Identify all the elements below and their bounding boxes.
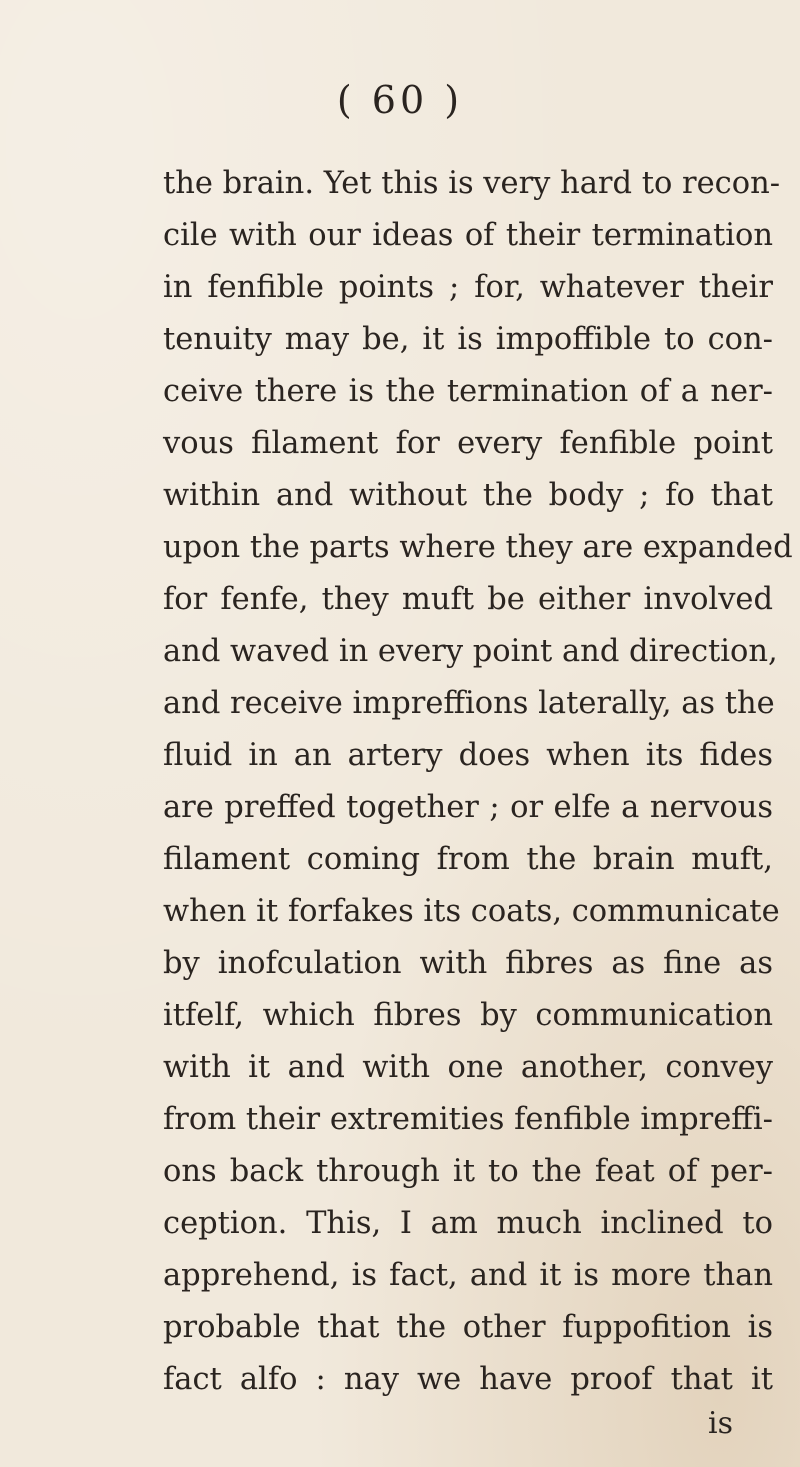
text-line: with it and with one another, convey (163, 1050, 773, 1085)
text-line: tenuity may be, it is impoffible to con- (163, 322, 773, 357)
text-line: the brain. Yet this is very hard to recon- (163, 166, 781, 201)
text-line: ons back through it to the feat of per- (163, 1154, 773, 1189)
text-line: fact alfo : nay we have proof that it (163, 1362, 773, 1397)
text-line: from their extremities fenfible impreffi- (163, 1102, 773, 1137)
text-line: filament coming from the brain muft, (163, 842, 773, 877)
text-line: upon the parts where they are expanded (163, 530, 793, 565)
text-line: and receive impreffions laterally, as the (163, 686, 775, 721)
text-line: within and without the body ; fo that (163, 478, 773, 513)
text-line: are preffed together ; or elfe a nervous (163, 790, 773, 825)
text-line: by inofculation with fibres as fine as (163, 946, 773, 981)
page-number: ( 60 ) (336, 78, 464, 122)
text-line: cile with our ideas of their termination (163, 218, 773, 253)
text-line: and waved in every point and direction, (163, 634, 778, 669)
text-line: vous filament for every fenfible point (163, 426, 773, 461)
catchword: is (708, 1406, 733, 1441)
text-line: for fenfe, they muft be either involved (163, 582, 773, 617)
text-line: ceive there is the termination of a ner- (163, 374, 773, 409)
text-line: when it forfakes its coats, communicate (163, 894, 780, 929)
body-text (163, 158, 793, 1406)
text-line: fluid in an artery does when its fides (163, 738, 773, 773)
text-line: itfelf, which fibres by communication (163, 998, 773, 1033)
text-line: ception. This, I am much inclined to (163, 1206, 773, 1241)
text-line: probable that the other fuppofition is (163, 1310, 773, 1345)
text-line: in fenfible points ; for, whatever their (163, 270, 773, 305)
text-line: apprehend, is fact, and it is more than (163, 1258, 773, 1293)
